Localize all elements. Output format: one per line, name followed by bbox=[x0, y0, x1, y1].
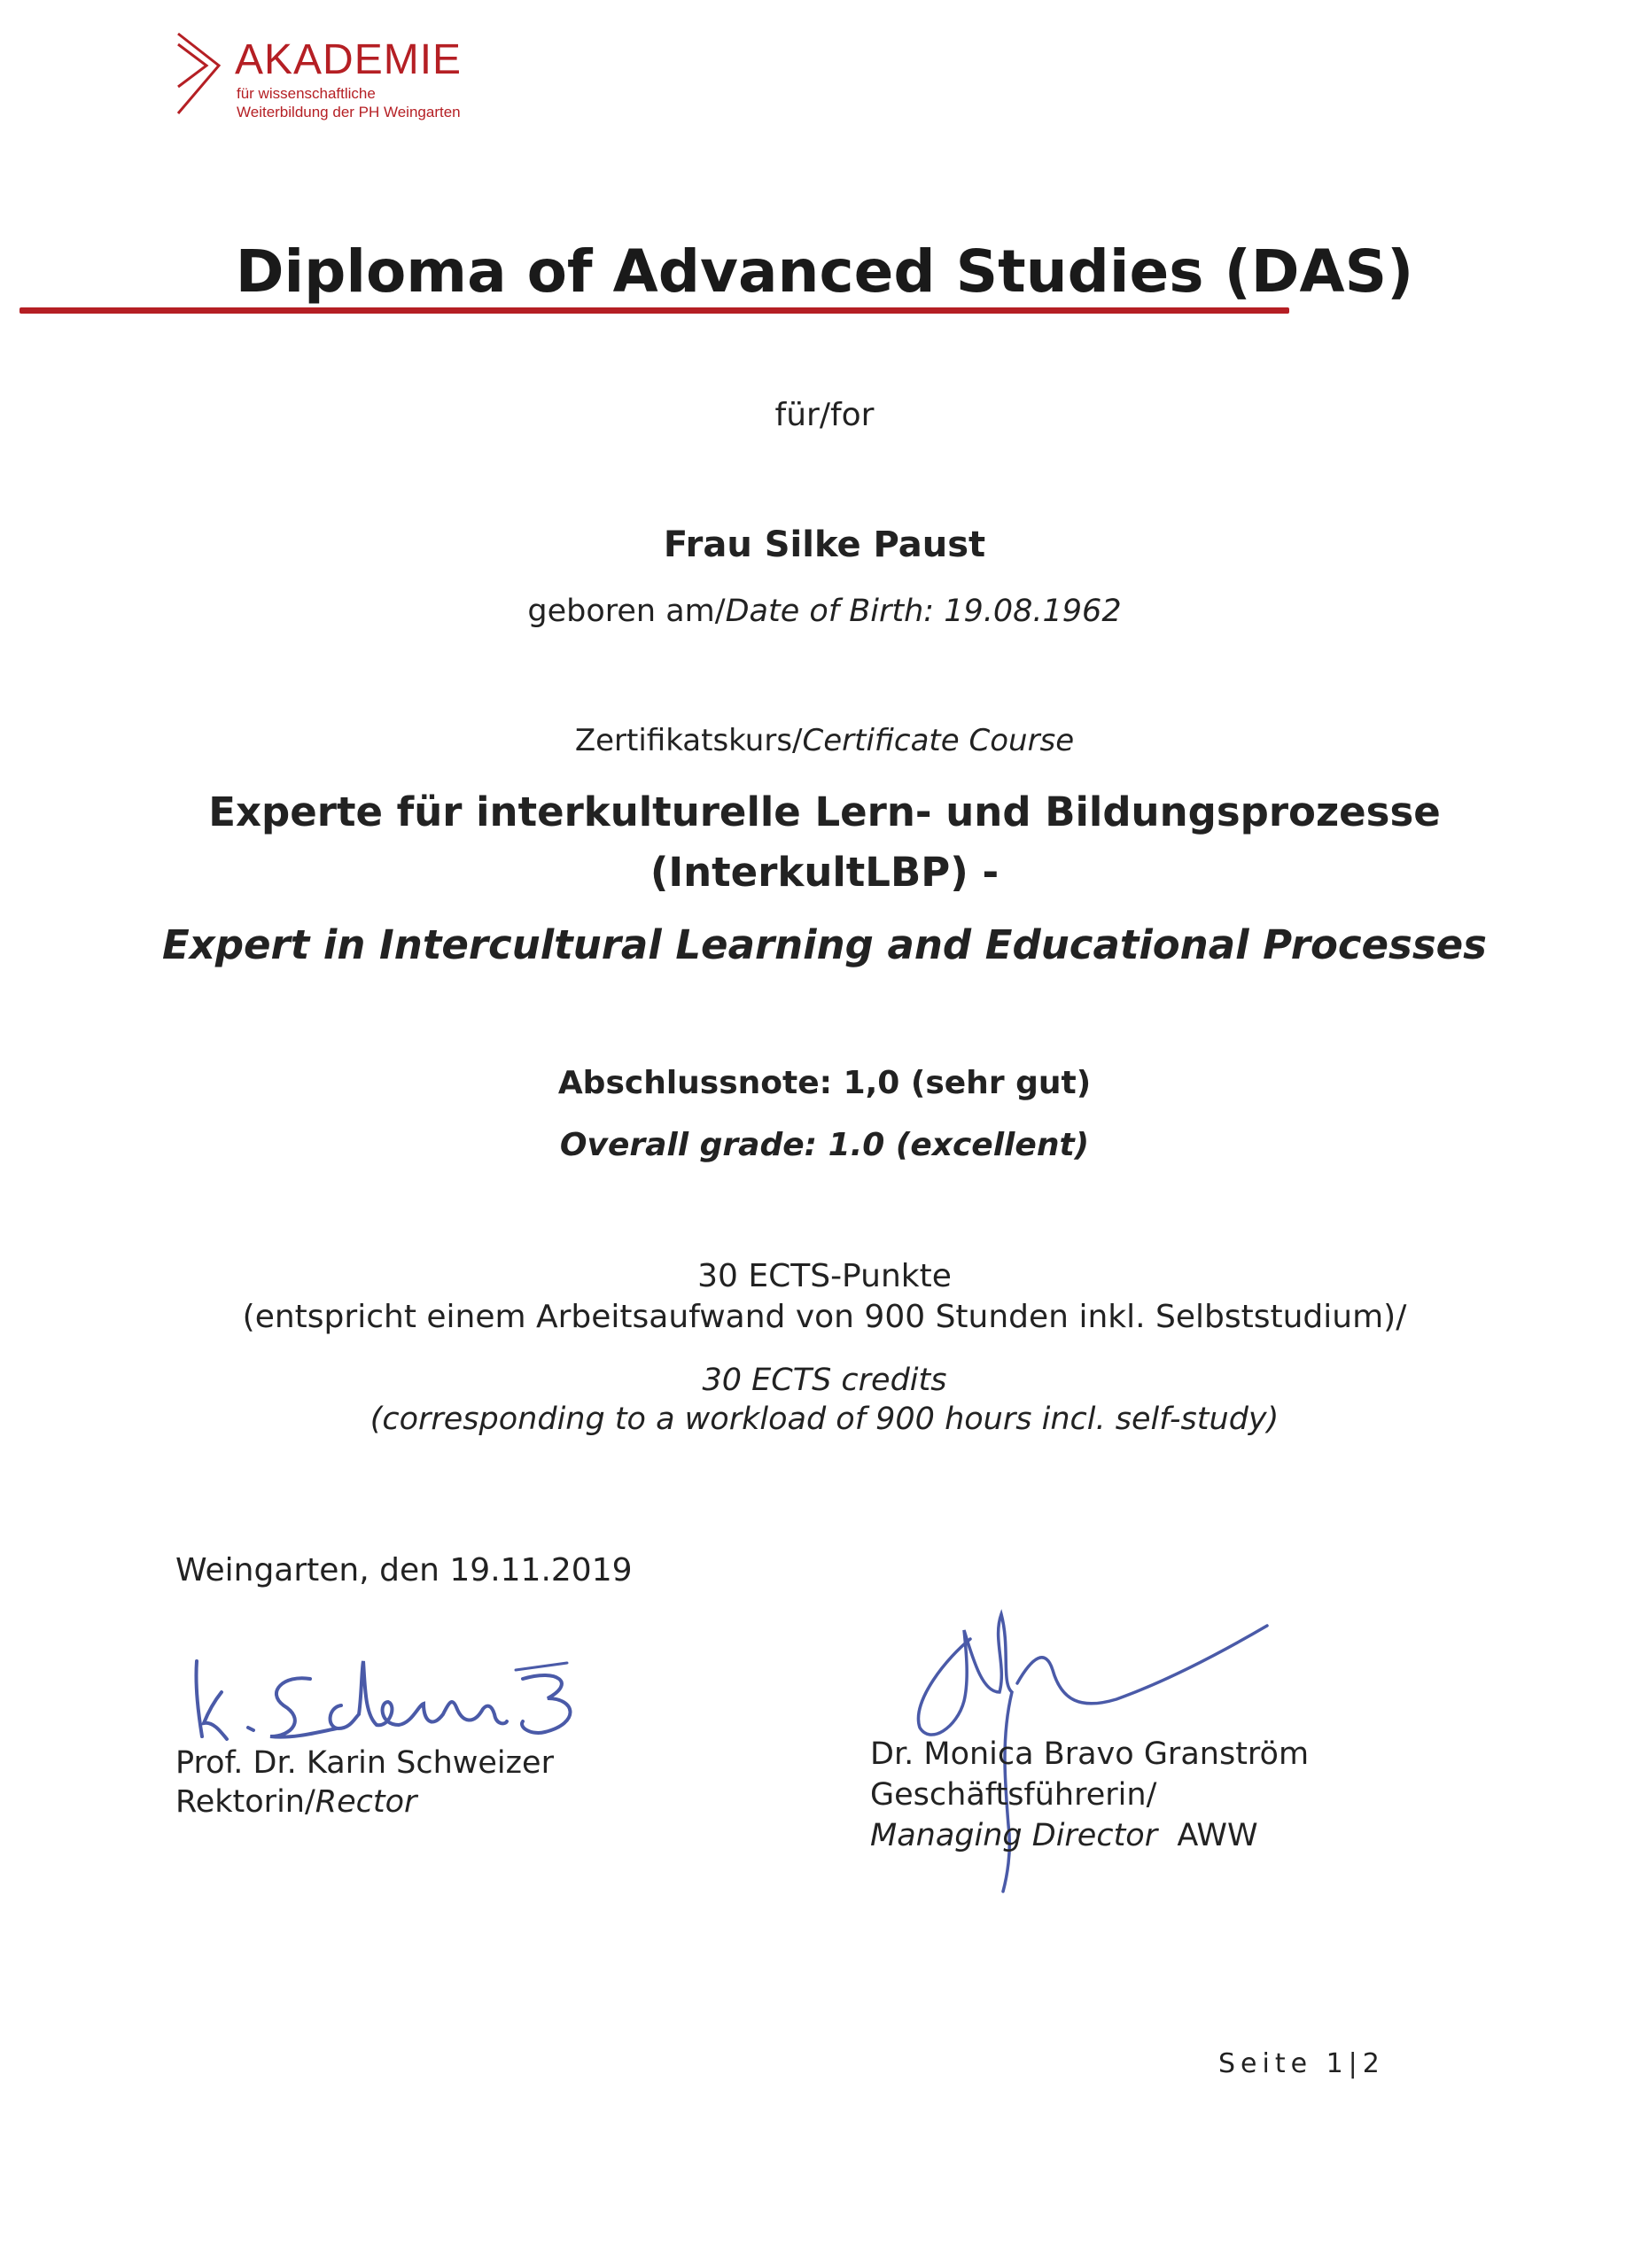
rector-signature-icon bbox=[186, 1643, 585, 1759]
page-number: Seite 1|2 bbox=[1218, 2048, 1385, 2079]
rector-role-en: Rector bbox=[315, 1784, 417, 1820]
director-role-en-text: Managing Director bbox=[870, 1818, 1158, 1853]
chevron-logo-icon bbox=[173, 28, 235, 117]
director-role-de: Geschäftsführerin/ bbox=[870, 1777, 1157, 1813]
for-label: für/for bbox=[774, 397, 875, 433]
title-underline bbox=[19, 307, 1289, 314]
date-of-birth bbox=[0, 594, 1649, 629]
director-name: Dr. Monica Bravo Granström bbox=[870, 1736, 1310, 1772]
place-and-date: Weingarten, den 19.11.2019 bbox=[175, 1552, 633, 1588]
course-title-de-line-2: (InterkultLBP) - bbox=[649, 849, 1000, 896]
dob-label-de: geboren am/ bbox=[527, 594, 726, 629]
director-role-en bbox=[870, 1818, 1258, 1853]
academy-logo bbox=[173, 28, 545, 126]
ects-credits-en: 30 ECTS credits bbox=[702, 1363, 947, 1398]
recipient-name: Frau Silke Paust bbox=[663, 524, 986, 565]
rector-role-de: Rektorin/ bbox=[175, 1784, 315, 1820]
diploma-title: Diploma of Advanced Studies (DAS) bbox=[235, 237, 1414, 306]
course-label-de: Zertifikatskurs/ bbox=[574, 723, 803, 758]
ects-workload-en: (corresponding to a workload of 900 hours incl. self-study) bbox=[369, 1402, 1280, 1437]
ects-points-de: 30 ECTS-Punkte bbox=[697, 1258, 952, 1294]
dob-label-en: Date of Birth: bbox=[725, 594, 935, 629]
grade-de: Abschlussnote: 1,0 (sehr gut) bbox=[557, 1065, 1092, 1101]
ects-workload-de: (entspricht einem Arbeitsaufwand von 900 Stunden inkl. Selbststudium)/ bbox=[242, 1299, 1407, 1335]
course-label-en: Certificate Course bbox=[802, 723, 1075, 758]
course-title-en: Expert in Intercultural Learning and Educational Processes bbox=[162, 921, 1487, 968]
rector-name: Prof. Dr. Karin Schweizer bbox=[175, 1745, 554, 1781]
rector-role bbox=[175, 1784, 416, 1820]
director-org: AWW bbox=[1177, 1818, 1258, 1853]
course-label bbox=[0, 723, 1649, 758]
course-title-de-line-1: Experte für interkulturelle Lern- und Bildungsprozesse bbox=[208, 788, 1441, 835]
logo-subtitle-line-1: für wissenschaftliche bbox=[237, 85, 376, 102]
grade-en: Overall grade: 1.0 (excellent) bbox=[559, 1127, 1090, 1163]
logo-subtitle-line-2: Weiterbildung der PH Weingarten bbox=[237, 104, 461, 120]
logo-title: AKADEMIE bbox=[235, 36, 463, 83]
dob-value: 19.08.1962 bbox=[944, 594, 1122, 629]
